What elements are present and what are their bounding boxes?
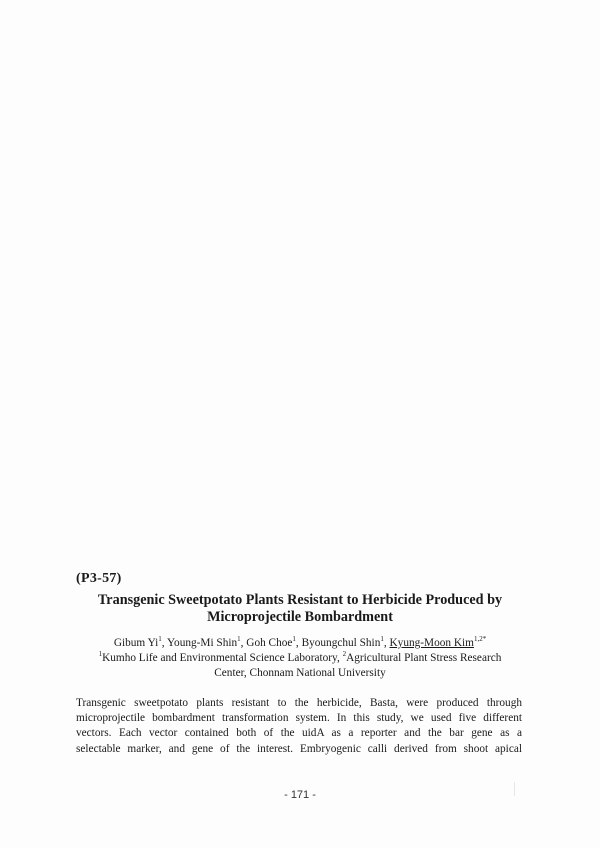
abstract	[76, 696, 522, 757]
page-number: - 171 -	[284, 789, 316, 801]
author-name: Young-Mi Shin	[167, 637, 238, 649]
affiliation-text: Kumho Life and Environmental Science Laboratory,	[102, 652, 343, 664]
author-affiliation-mark: 1,2*	[473, 635, 487, 644]
paper-title-line-2: Microprojectile Bombardment	[207, 609, 393, 625]
affiliation-mark: 1	[98, 650, 103, 659]
abstract-line: selectable marker, and gene of the interest. Embryogenic calli derived from shoot apical	[76, 742, 522, 755]
scan-artifact	[514, 782, 515, 796]
author-name: Byoungchul Shin	[301, 637, 381, 649]
paper-title-line-1: Transgenic Sweetpotato Plants Resistant to Herbicide Produced by	[97, 592, 503, 608]
author-separator: ,	[161, 637, 168, 649]
author-name: Gibum Yi	[113, 637, 159, 649]
author	[246, 637, 301, 649]
abstract-line: microprojectile bombardment transformation system. In this study, we used five different	[76, 712, 522, 725]
author-separator: ,	[383, 637, 390, 649]
author-affiliation-mark: 1	[158, 635, 162, 644]
author	[302, 637, 390, 649]
author-separator: ,	[240, 637, 247, 649]
author	[167, 637, 246, 649]
author-name: Goh Choe	[246, 637, 293, 649]
author-separator: ,	[295, 637, 302, 649]
author-list	[50, 636, 550, 651]
affiliation-text: Agricultural Plant Stress Research	[346, 652, 502, 664]
abstract-line: Transgenic sweetpotato plants resistant to the herbicide, Basta, were produced through	[76, 697, 522, 709]
paper-id: (P3-57)	[76, 571, 122, 586]
author-affiliation-mark: 1	[292, 635, 296, 644]
affiliation-line-1	[50, 651, 550, 666]
abstract-line: vectors. Each vector contained both of the uidA as a reporter and the bar gene as a	[76, 727, 522, 740]
affiliation-mark: 2	[342, 650, 347, 659]
author-name: Kyung-Moon Kim	[389, 637, 474, 649]
corresponding-author	[390, 637, 487, 649]
author	[114, 637, 167, 649]
affiliation-line-2: Center, Chonnam National University	[214, 667, 386, 679]
author-affiliation-mark: 1	[380, 635, 384, 644]
author-affiliation-mark: 1	[237, 635, 241, 644]
